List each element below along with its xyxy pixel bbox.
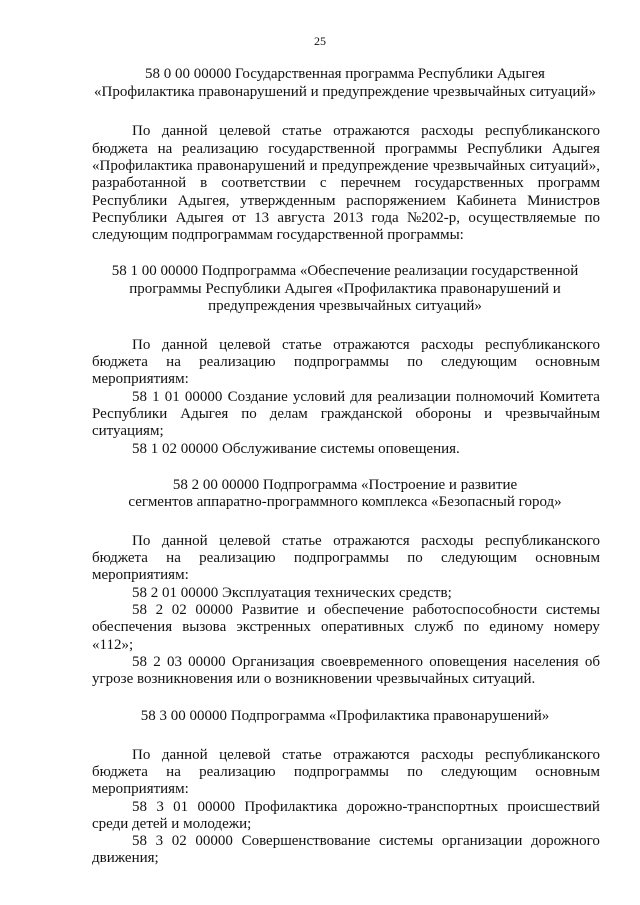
text-line: разработанной в соответствии с перечнем государственных программ [92,175,600,191]
text-line: По данной целевой статье отражаются расходы республиканского [132,747,600,763]
text-line: 58 3 01 00000 Профилактика дорожно-транспортных происшествий [132,799,600,815]
text-line: «Профилактика правонарушений и предупреждение чрезвычайных ситуаций», [92,158,600,174]
text-line: мероприятиям: [92,567,189,583]
text-line: мероприятиям: [92,781,189,797]
text-line: 58 1 00 00000 Подпрограмма «Обеспечение реализации государственной [111,263,579,279]
text-line: 58 3 02 00000 Совершенствование системы организации дорожного [132,833,600,849]
text-line: ситуациям; [92,423,164,439]
text-line: бюджета на реализацию государственной программы Республики Адыгея [92,141,600,157]
text-line: «Профилактика правонарушений и предупреждение чрезвычайных ситуаций» [94,84,596,100]
text-line: бюджета на реализацию подпрограммы по следующим основным [92,354,600,370]
text-line: Республики Адыгея, утвержденным распоряжением Кабинета Министров [92,193,600,209]
text-line: следующим подпрограммам государственной программы: [92,227,464,243]
text-line: 58 2 03 00000 Организация своевременного оповещения населения об [132,654,600,670]
text-line: сегментов аппаратно-программного комплекса «Безопасный город» [128,494,562,510]
text-line: По данной целевой статье отражаются расходы республиканского [132,337,600,353]
text-line: мероприятиям: [92,371,189,387]
text-line: 58 0 00 00000 Государственная программа Республики Адыгея [145,66,545,82]
text-line: Республики Адыгея от 13 августа 2013 года №202-р, осуществляемые по [92,210,600,226]
text-line: программы Республики Адыгея «Профилактика правонарушений и [129,281,561,297]
text-line: среди детей и молодежи; [92,816,252,832]
text-line: бюджета на реализацию подпрограммы по следующим основным [92,764,600,780]
text-line: 58 3 00 00000 Подпрограмма «Профилактика правонарушений» [140,708,550,724]
text-line: 58 2 01 00000 Эксплуатация технических средств; [132,585,452,601]
text-line: По данной целевой статье отражаются расходы республиканского [132,123,600,139]
text-line: 58 2 00 00000 Подпрограмма «Построение и развитие [172,477,518,493]
text-line: 58 1 01 00000 Создание условий для реализации полномочий Комитета [132,389,600,405]
text-line: По данной целевой статье отражаются расходы республиканского [132,533,600,549]
text-line: 58 2 02 00000 Развитие и обеспечение работоспособности системы [132,602,600,618]
text-line: «112»; [92,637,134,653]
text-line: предупреждения чрезвычайных ситуаций» [208,298,482,314]
text-line: обеспечения вызова экстренных оперативных служб по единому номеру [92,619,600,635]
text-line: 58 1 02 00000 Обслуживание системы оповещения. [132,441,460,457]
text-line: движения; [92,850,159,866]
text-line: бюджета на реализацию подпрограммы по следующим основным [92,550,600,566]
text-line: Республики Адыгея по делам гражданской обороны и чрезвычайным [92,406,600,422]
text-line: угрозе возникновения или о возникновении чрезвычайных ситуаций. [92,671,536,687]
page-number: 25 [314,34,326,48]
